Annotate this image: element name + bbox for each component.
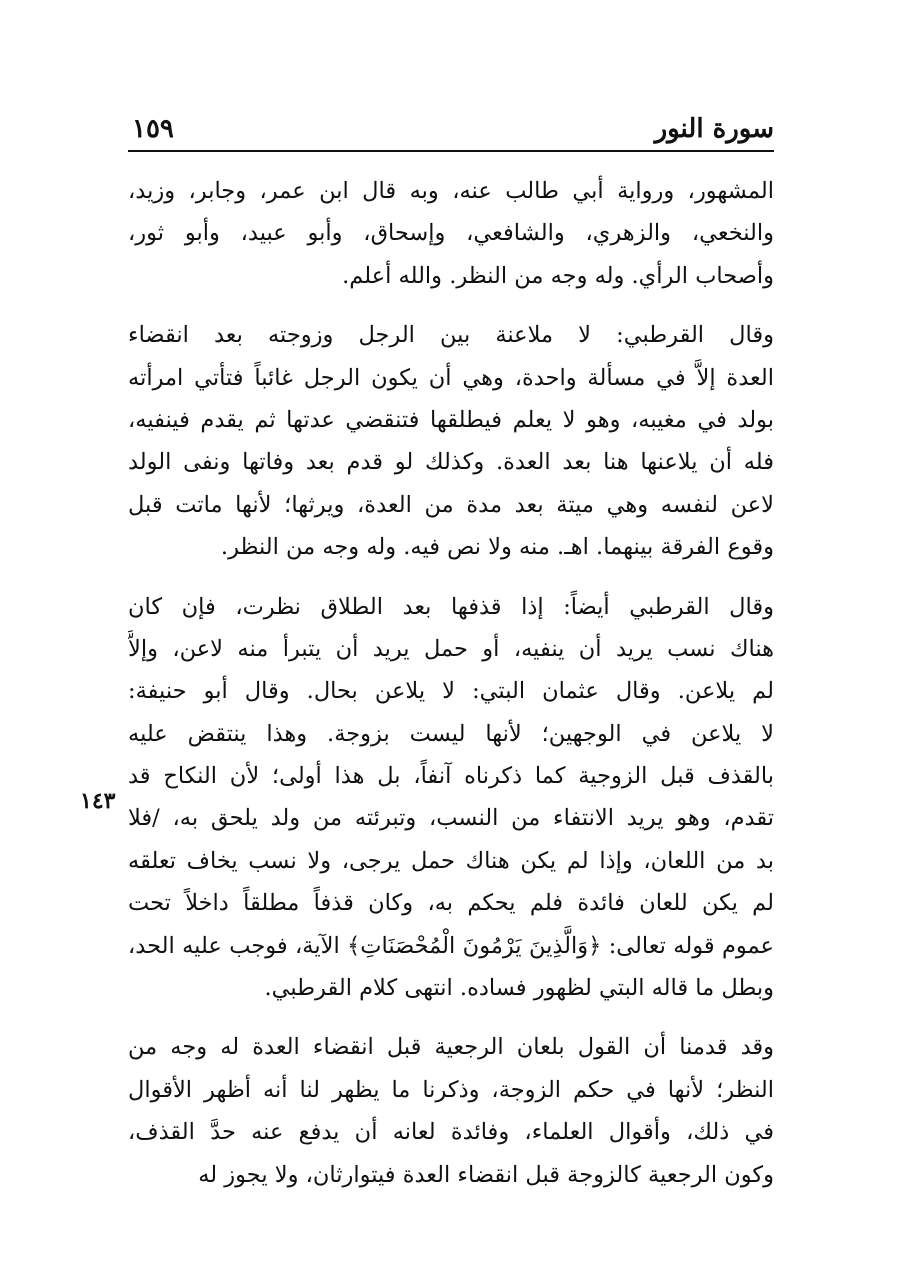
text-line: المشهور، ورواية أبي طالب عنه، وبه قال ابن عمر، وجابر، وزيد، [128,178,774,204]
text-line: لم يكن للعان فائدة فلم يحكم به، وكان قذفاً مطلقاً داخلاً تحت [128,890,774,917]
text-line: لا يلاعن في الوجهين؛ لأنها ليست بزوجة. وهذا ينتقض عليه [128,720,774,747]
text-line: هناك نسب يريد أن ينفيه، أو حمل يريد أن يتبرأ منه لاعن، وإلاَّ [128,635,774,662]
text-line: وبطل ما قاله البتي لظهور فساده. انتهى كلام القرطبي. [264,975,774,1002]
text-line: وقال القرطبي أيضاً: إذا قذفها بعد الطلاق نظرت، فإن كان [128,593,774,620]
page-header [128,112,774,152]
paragraph [128,314,774,568]
text-line: لاعن لنفسه وهي ميتة بعد مدة من العدة، ويرثها؛ لأنها ماتت قبل [128,491,774,518]
text-line: وقوع الفرقة بينهما. اهـ. منه ولا نص فيه. وله وجه من النظر. [220,534,774,561]
paragraph [128,586,774,1010]
text-line: والنخعي، والزهري، والشافعي، وإسحاق، وأبو عبيد، وأبو ثور، [128,220,774,247]
text-line: وأصحاب الرأي. وله وجه من النظر. والله أعلم. [342,262,774,289]
book-page [128,112,774,1222]
text-line: وكون الرجعية كالزوجة قبل انقضاء العدة فيتوارثان، ولا يجوز له [198,1161,774,1188]
margin-page-reference: ١٤٣ [80,788,116,814]
text-line: بولد في مغيبه، وهو لا يعلم فيطلقها فتنقضي عدتها ثم يقدم فينفيه، [128,406,774,433]
text-line: في ذلك، وأقوال العلماء، وفائدة لعانه أن يدفع عنه حدَّ القذف، [128,1119,774,1146]
text-line: عموم قوله تعالى: ﴿وَالَّذِينَ يَرْمُونَ الْمُحْصَنَاتِ﴾ الآية، فوجب عليه الحد، [128,932,774,959]
text-line: النظر؛ لأنها في حكم الزوجة، وذكرنا ما يظهر لنا أنه أظهر الأقوال [128,1076,774,1103]
text-line: العدة إلاَّ في مسألة واحدة، وهي أن يكون الرجل غائباً فتأتي امرأته [128,364,774,391]
text-line: بد من اللعان، وإذا لم يكن هناك حمل يرجى، ولا نسب يخاف تعلقه [128,847,774,874]
page-number: ١٥٩ [132,114,174,144]
text-line: لم يلاعن. وقال عثمان البتي: لا يلاعن بحال. وقال أبو حنيفة: [128,678,774,705]
surah-title: سورة النور [654,114,774,144]
paragraph [128,170,774,297]
text-line: وقد قدمنا أن القول بلعان الرجعية قبل انقضاء العدة له وجه من [128,1034,774,1061]
text-line: وقال القرطبي: لا ملاعنة بين الرجل وزوجته بعد انقضاء [128,322,774,349]
text-line: تقدم، وهو يريد الانتفاء من النسب، وتبرئته من ولد يلحق به، /فلا [128,805,774,832]
page-body [128,170,774,1196]
text-line: فله أن يلاعنها هنا بعد العدة. وكذلك لو قدم بعد وفاتها ونفى الولد [128,449,774,476]
paragraph [128,1026,774,1196]
text-line: بالقذف قبل الزوجية كما ذكرناه آنفاً، بل هذا أولى؛ لأن النكاح قد [128,763,774,790]
